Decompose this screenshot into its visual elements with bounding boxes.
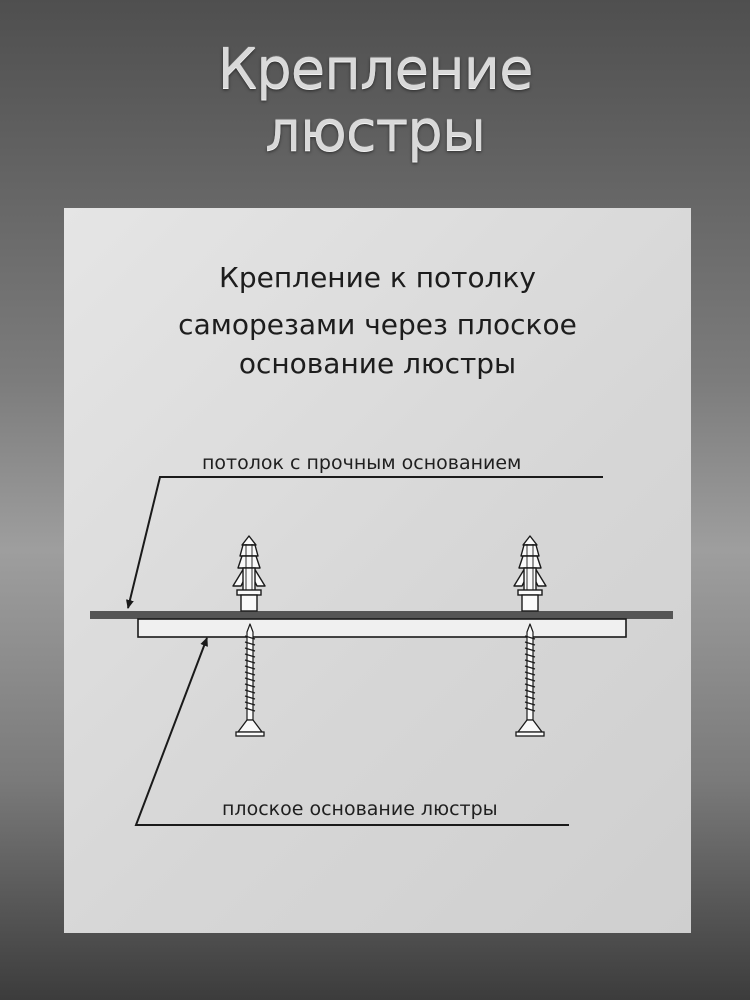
page-title-line1: Крепление (217, 37, 533, 102)
screw-icon (236, 624, 264, 736)
ceiling-label: потолок с прочным основанием (202, 452, 522, 474)
diagram-heading-line2: саморезами через плоское (178, 308, 577, 341)
diagram-heading-line1: Крепление к потолку (218, 261, 536, 294)
screw-icon (516, 624, 544, 736)
page-title-line2: люстры (264, 99, 486, 164)
diagram-heading-line3: основание люстры (238, 347, 517, 380)
base-label: плоское основание люстры (222, 798, 498, 820)
base-leader-line (136, 638, 569, 825)
dowel-icon (233, 536, 265, 611)
dowel-icon (514, 536, 546, 611)
chandelier-base (138, 619, 626, 637)
ceiling-slab (90, 611, 673, 619)
